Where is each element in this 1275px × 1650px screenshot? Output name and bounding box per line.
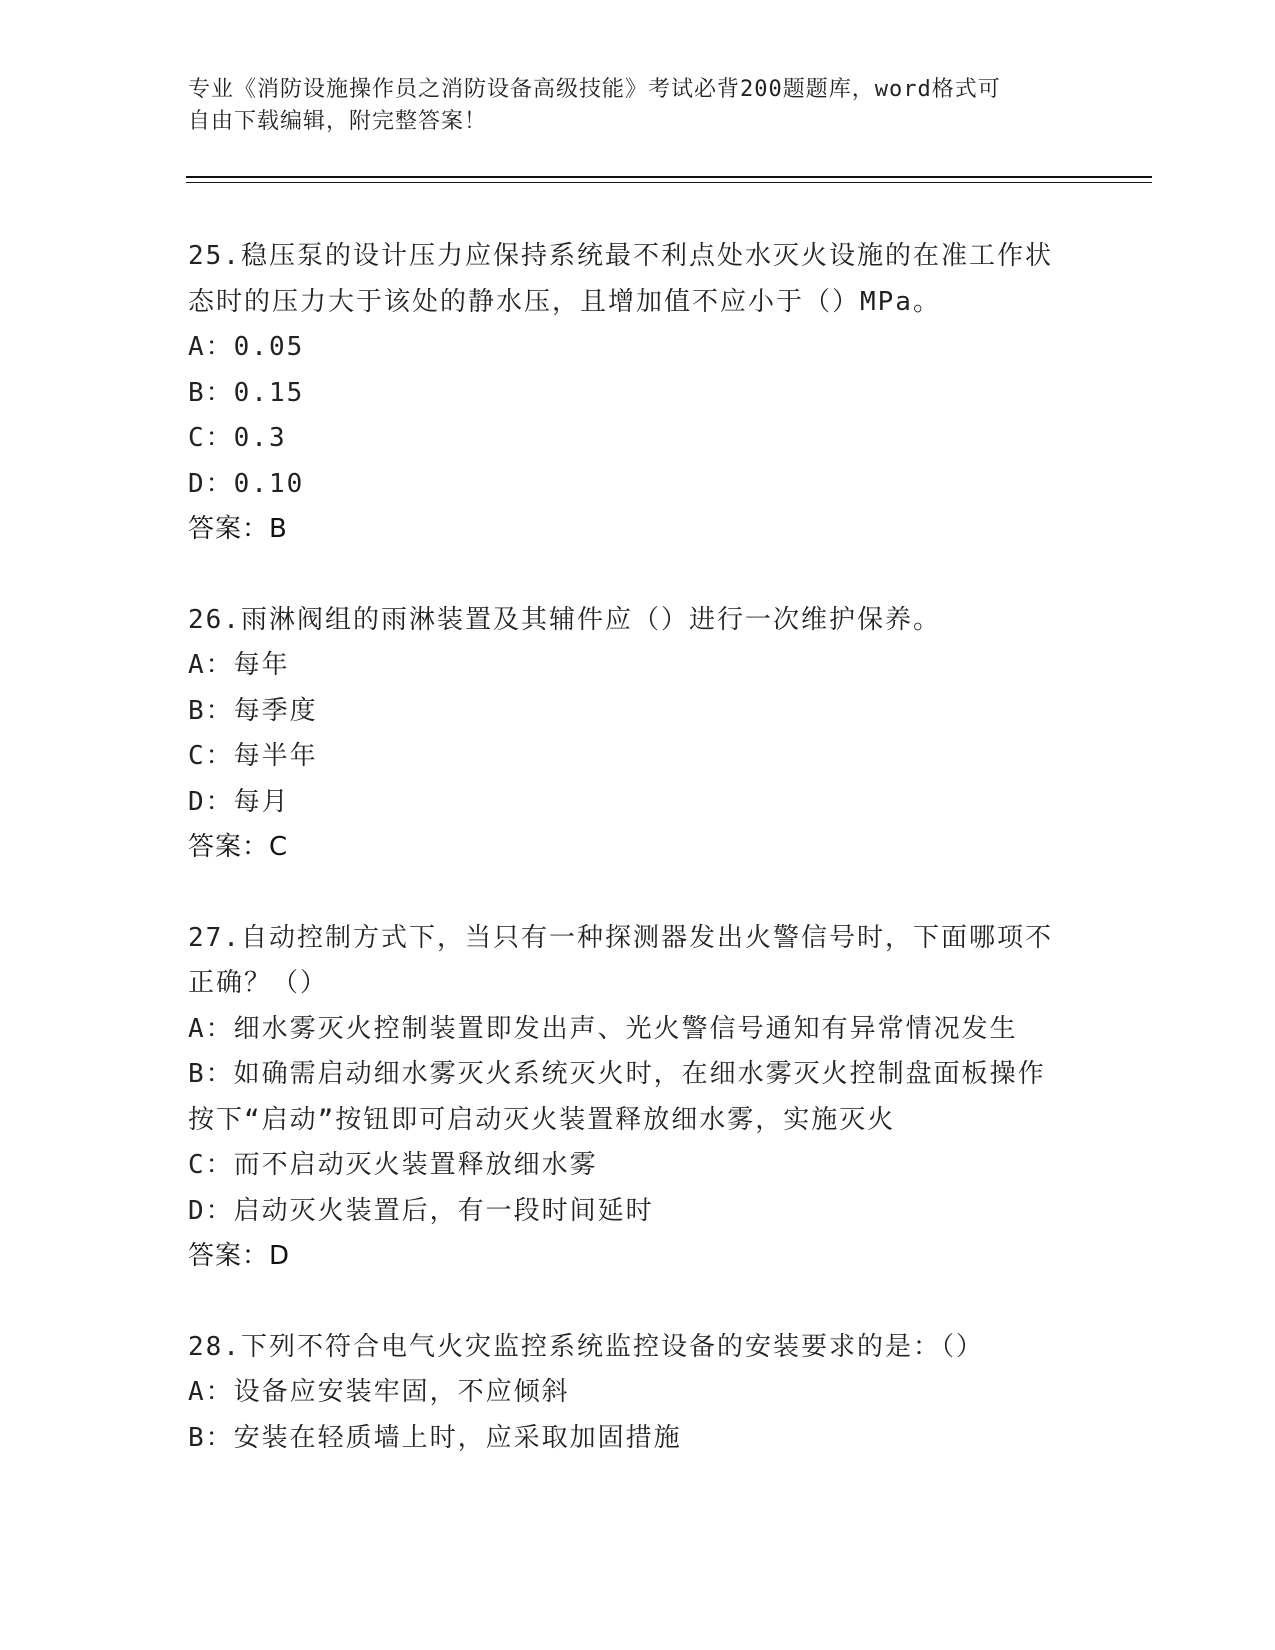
option-d: D：每月 — [188, 786, 290, 817]
header-divider-thin — [186, 182, 1152, 183]
document-header — [188, 74, 1068, 138]
header-divider-thick — [186, 176, 1152, 178]
option-d: D：0.10 — [188, 468, 305, 499]
answer-key: 答案：B — [188, 514, 288, 544]
question-28 — [188, 1325, 1088, 1462]
option-d: D：启动灭火装置后，有一段时间延时 — [188, 1195, 654, 1226]
question-list — [188, 234, 1088, 1506]
answer-key: 答案：C — [188, 832, 289, 862]
option-b: B：如确需启动细水雾灭火系统灭火时，在细水雾灭火控制盘面板操作 — [188, 1059, 1046, 1089]
option-a: A：细水雾灭火控制装置即发出声、光火警信号通知有异常情况发生 — [188, 1013, 1018, 1044]
option-c: C：而不启动灭火装置释放细水雾 — [188, 1150, 598, 1180]
header-line-1: 专业《消防设施操作员之消防设备高级技能》考试必背200题题库，word格式可 — [188, 77, 1001, 102]
question-stem: 28.下列不符合电气火灾监控系统监控设备的安装要求的是：（） — [188, 1331, 984, 1362]
question-stem: 26.雨淋阀组的雨淋装置及其辅件应（）进行一次维护保养。 — [188, 604, 941, 635]
option-c: C：0.3 — [188, 423, 287, 453]
question-27 — [188, 916, 1088, 1280]
question-stem: 25.稳压泵的设计压力应保持系统最不利点处水灭火设施的在准工作状 — [188, 241, 1053, 271]
question-26 — [188, 598, 1088, 871]
option-b-continued: 按下“启动”按钮即可启动灭火装置释放细水雾，实施灭火 — [188, 1104, 896, 1135]
option-a: A：0.05 — [188, 332, 305, 362]
option-b: B：每季度 — [188, 695, 318, 726]
option-b: B：0.15 — [188, 377, 305, 408]
question-stem: 27.自动控制方式下，当只有一种探测器发出火警信号时，下面哪项不 — [188, 922, 1053, 953]
option-a: A：每年 — [188, 650, 290, 680]
question-stem-continued: 态时的压力大于该处的静水压，且增加值不应小于（）MPa。 — [188, 286, 941, 317]
option-a: A：设备应安装牢固，不应倾斜 — [188, 1377, 570, 1407]
header-line-2: 自由下载编辑，附完整答案！ — [188, 109, 488, 134]
option-c: C：每半年 — [188, 741, 318, 771]
question-25 — [188, 234, 1088, 553]
question-stem-continued: 正确？（） — [188, 968, 329, 998]
answer-key: 答案：D — [188, 1241, 291, 1271]
option-b: B：安装在轻质墙上时，应采取加固措施 — [188, 1422, 682, 1453]
